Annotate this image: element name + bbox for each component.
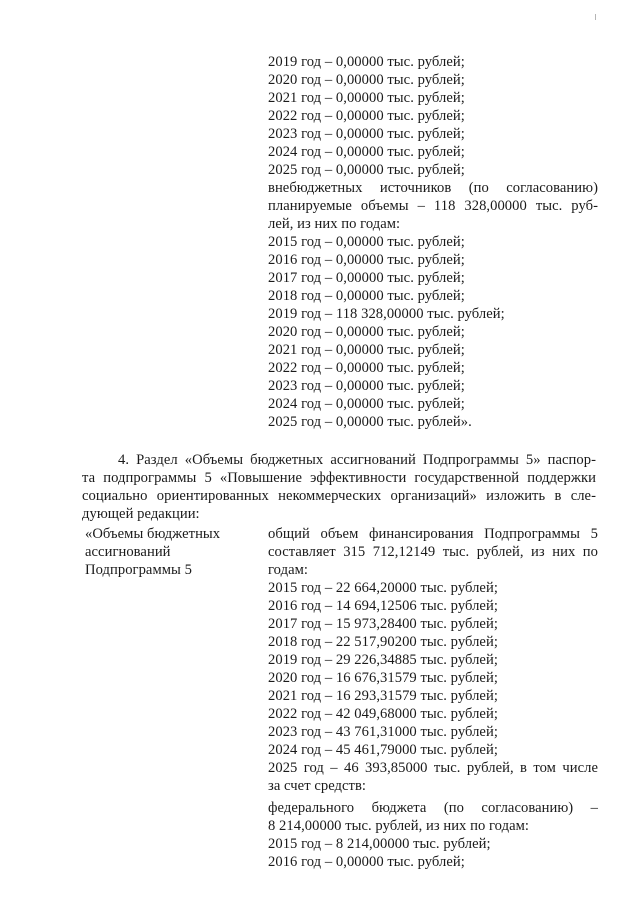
year-line: 2022 год – 0,00000 тыс. рублей;: [268, 360, 465, 376]
year-line: 2025 год – 0,00000 тыс. рублей».: [268, 414, 472, 430]
year-line: 2023 год – 0,00000 тыс. рублей;: [268, 126, 465, 142]
year-line: 2019 год – 0,00000 тыс. рублей;: [268, 54, 465, 70]
year-line: 2020 год – 16 676,31579 тыс. рублей;: [268, 670, 498, 686]
year-line: 2015 год – 0,00000 тыс. рублей;: [268, 234, 465, 250]
budget-label: Подпрограммы 5: [85, 562, 192, 578]
year-line: 2023 год – 43 761,31000 тыс. рублей;: [268, 724, 498, 740]
year-line: 2024 год – 0,00000 тыс. рублей;: [268, 396, 465, 412]
year-line: 2023 год – 0,00000 тыс. рублей;: [268, 378, 465, 394]
paragraph-4-line: социально ориентированных некоммерческих организаций» изложить в сле-: [82, 488, 596, 504]
year-line: 2019 год – 29 226,34885 тыс. рублей;: [268, 652, 498, 668]
year-line: 2015 год – 22 664,20000 тыс. рублей;: [268, 580, 498, 596]
financing-intro: годам:: [268, 562, 308, 578]
budget-label: ассигнований: [85, 544, 171, 560]
year-line: 2025 год – 46 393,85000 тыс. рублей, в том числе: [268, 760, 598, 776]
year-line: 2016 год – 14 694,12506 тыс. рублей;: [268, 598, 498, 614]
year-line: 2022 год – 42 049,68000 тыс. рублей;: [268, 706, 498, 722]
offbudget-text: лей, из них по годам:: [268, 216, 401, 232]
year-line: 2016 год – 0,00000 тыс. рублей;: [268, 854, 465, 870]
year-line: 2020 год – 0,00000 тыс. рублей;: [268, 72, 465, 88]
year-line: за счет средств:: [268, 778, 367, 794]
year-line: 2017 год – 15 973,28400 тыс. рублей;: [268, 616, 498, 632]
year-line: 2021 год – 0,00000 тыс. рублей;: [268, 90, 465, 106]
year-line: 2018 год – 22 517,90200 тыс. рублей;: [268, 634, 498, 650]
offbudget-text: внебюджетных источников (по согласованию): [268, 180, 598, 196]
year-line: 2024 год – 45 461,79000 тыс. рублей;: [268, 742, 498, 758]
federal-budget-text: федерального бюджета (по согласованию) –: [268, 800, 598, 816]
federal-budget-text: 8 214,00000 тыс. рублей, из них по годам:: [268, 818, 529, 834]
financing-intro: составляет 315 712,12149 тыс. рублей, из них по: [268, 544, 598, 560]
offbudget-text: планируемые объемы – 118 328,00000 тыс. руб-: [268, 198, 598, 214]
budget-label: «Объемы бюджетных: [85, 526, 221, 542]
year-line: 2020 год – 0,00000 тыс. рублей;: [268, 324, 465, 340]
year-line: 2019 год – 118 328,00000 тыс. рублей;: [268, 306, 505, 322]
corner-mark: [595, 14, 596, 20]
year-line: 2016 год – 0,00000 тыс. рублей;: [268, 252, 465, 268]
year-line: 2021 год – 0,00000 тыс. рублей;: [268, 342, 465, 358]
paragraph-4-line: 4. Раздел «Объемы бюджетных ассигнований Подпрограммы 5» паспор-: [118, 452, 596, 468]
paragraph-4-line: та подпрограммы 5 «Повышение эффективности государственной поддержки: [82, 470, 596, 486]
year-line: 2024 год – 0,00000 тыс. рублей;: [268, 144, 465, 160]
paragraph-4-line: дующей редакции:: [82, 506, 200, 522]
year-line: 2022 год – 0,00000 тыс. рублей;: [268, 108, 465, 124]
financing-intro: общий объем финансирования Подпрограммы 5: [268, 526, 598, 542]
year-line: 2021 год – 16 293,31579 тыс. рублей;: [268, 688, 498, 704]
year-line: 2015 год – 8 214,00000 тыс. рублей;: [268, 836, 491, 852]
year-line: 2017 год – 0,00000 тыс. рублей;: [268, 270, 465, 286]
year-line: 2018 год – 0,00000 тыс. рублей;: [268, 288, 465, 304]
year-line: 2025 год – 0,00000 тыс. рублей;: [268, 162, 465, 178]
